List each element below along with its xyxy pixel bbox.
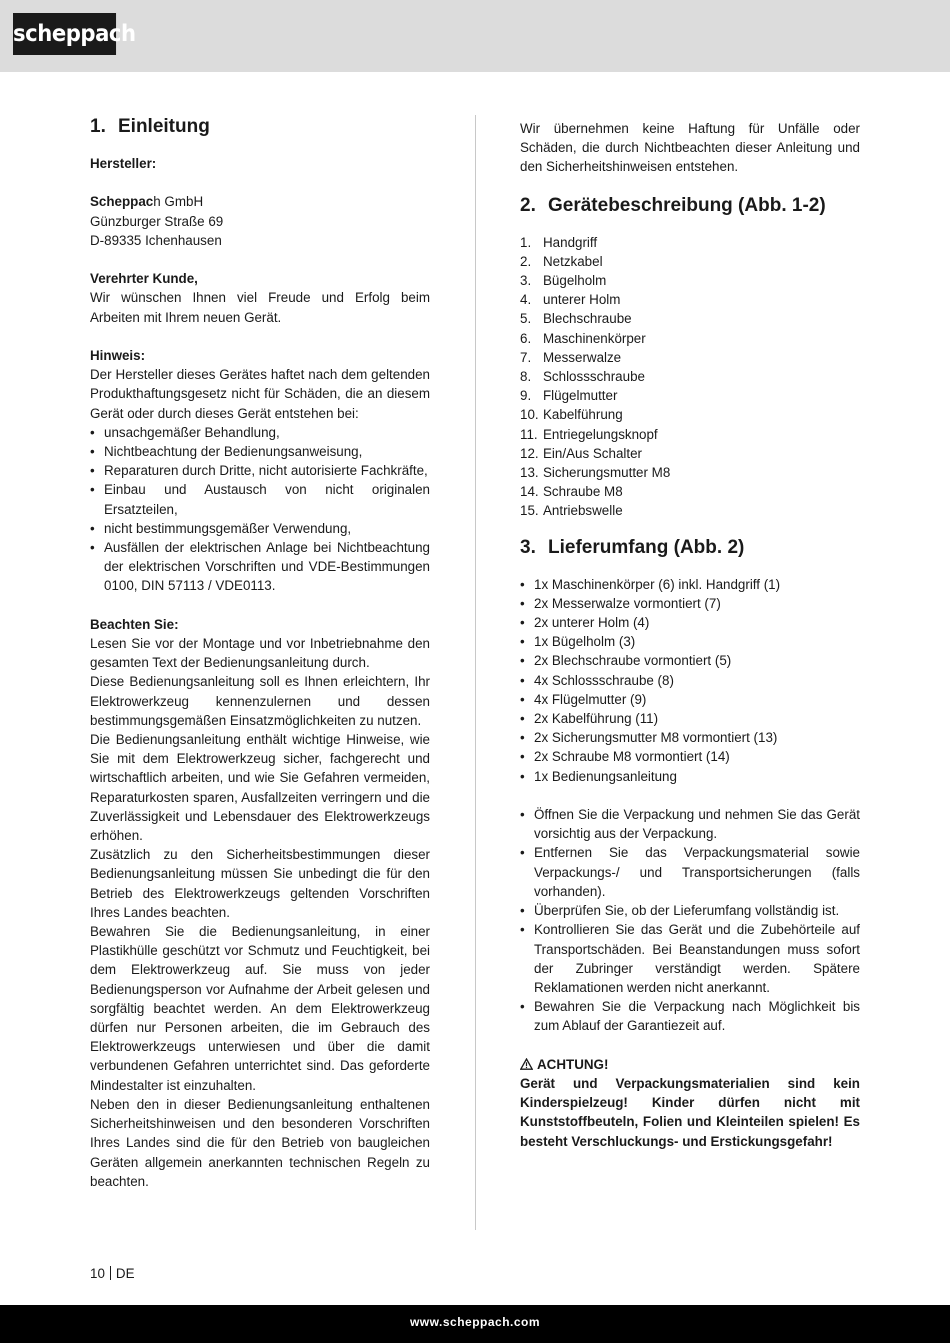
- greeting: Verehrter Kunde,: [90, 271, 198, 287]
- list-item: 11. Entriegelungsknopf: [520, 426, 658, 442]
- list-item: 13. Sicherungsmutter M8: [520, 465, 671, 481]
- warning-heading: ACHTUNG!: [520, 1055, 860, 1074]
- list-item: 5. Blechschraube: [520, 311, 632, 327]
- company-city: D-89335 Ichenhausen: [90, 232, 222, 248]
- company-street: Günzburger Straße 69: [90, 213, 224, 229]
- greeting-text: Wir wünschen Ihnen viel Freude und Erfolg beim Arbeiten mit Ihrem neuen Gerät.: [90, 290, 430, 325]
- hersteller-label: Hersteller:: [90, 156, 157, 171]
- warning-text: Gerät und Verpackungsmaterialien sind kein Kinderspielzeug! Kinder dürfen nicht mit Kunststoffbeuteln, Folien und Kleinteilen spielen! Es besteht Verschluckungs- und Erstickungsgefahr!: [520, 1075, 860, 1149]
- list-item: 1. Handgriff: [520, 234, 598, 250]
- list-item: • 4x Flügelmutter (9): [520, 690, 860, 709]
- list-item: • Öffnen Sie die Verpackung und nehmen Sie das Gerät vorsichtig aus der Verpackung.: [520, 805, 860, 843]
- beachten-label: Beachten Sie:: [90, 616, 179, 632]
- hinweis-text: Der Hersteller dieses Gerätes haftet nach dem geltenden Produkthaftungsgesetz nicht für Schäden, die an diesem Gerät oder durch dieses Gerät entstehen bei:: [90, 367, 430, 421]
- list-item: • unsachgemäßer Behandlung,: [90, 423, 430, 442]
- hinweis-label: Hinweis:: [90, 347, 146, 363]
- list-item: 9. Flügelmutter: [520, 388, 618, 404]
- list-item: 7. Messerwalze: [520, 349, 622, 365]
- scheppach-logo: scheppach: [13, 13, 116, 55]
- company-name: Scheppach GmbH: [90, 194, 204, 210]
- list-item: • 2x Blechschraube vormontiert (5): [520, 651, 860, 670]
- list-item: 15. Antriebswelle: [520, 503, 623, 519]
- beachten-paragraph: Die Bedienungsanleitung enthält wichtige Hinweise, wie Sie mit dem Elektrowerkzeug sicher, fachgerecht und wirtschaftlich arbeiten, und wie Sie Gefahren vermeiden, Reparaturkosten sparen, Ausfallzeiten verringern und die Zuverlässigkeit und Lebensdauer des Elektrowerkzeugs erhöhen.: [90, 732, 430, 844]
- list-item: 14. Schraube M8: [520, 484, 623, 500]
- list-item: • 2x Sicherungsmutter M8 vormontiert (13): [520, 728, 860, 747]
- list-item: • Bewahren Sie die Verpackung nach Möglichkeit bis zum Ablauf der Garantiezeit auf.: [520, 997, 860, 1035]
- section-2-heading: 2. Gerätebeschreibung (Abb. 1-2): [520, 194, 826, 216]
- list-item: 8. Schlossschraube: [520, 369, 645, 385]
- list-item: • Einbau und Austausch von nicht originalen Ersatzteilen,: [90, 480, 430, 518]
- page-header: [0, 0, 950, 72]
- right-column: [520, 119, 860, 1151]
- list-item: • 1x Bedienungsanleitung: [520, 767, 860, 786]
- list-item: • nicht bestimmungsgemäßer Verwendung,: [90, 519, 430, 538]
- list-item: • Reparaturen durch Dritte, nicht autorisierte Fachkräfte,: [90, 461, 430, 480]
- list-item: • Nichtbeachtung der Bedienungsanweisung,: [90, 442, 430, 461]
- beachten-paragraph: Diese Bedienungsanleitung soll es Ihnen erleichtern, Ihr Elektrowerkzeug kennenzulernen und dessen bestimmungsgemäßen Einsatzmöglichkeiten zu nutzen.: [90, 674, 430, 728]
- unpacking-steps-list: [520, 805, 860, 1035]
- list-item: • Überprüfen Sie, ob der Lieferumfang vollständig ist.: [520, 901, 860, 920]
- separator: [110, 1266, 111, 1280]
- list-item: 10. Kabelführung: [520, 407, 623, 423]
- list-item: • 2x Schraube M8 vormontiert (14): [520, 747, 860, 766]
- list-item: 3. Bügelholm: [520, 273, 607, 289]
- beachten-paragraph: Lesen Sie vor der Montage und vor Inbetriebnahme den gesamten Text der Bedienungsanleitung durch.: [90, 636, 430, 671]
- warning-triangle-icon: [520, 1055, 533, 1074]
- list-item: 6. Maschinenkörper: [520, 330, 646, 346]
- list-item: 2. Netzkabel: [520, 253, 603, 269]
- list-item: 12. Ein/Aus Schalter: [520, 445, 642, 461]
- list-item: • 2x Messerwalze vormontiert (7): [520, 594, 860, 613]
- left-column: [90, 115, 430, 1191]
- hinweis-list: [90, 423, 430, 596]
- column-divider: [475, 115, 476, 1230]
- parts-list: [520, 233, 860, 521]
- list-item: • 4x Schlossschraube (8): [520, 671, 860, 690]
- list-item: • Kontrollieren Sie das Gerät und die Zubehörteile auf Transportschäden. Bei Beanstandungen muss sofort der Zubringer verständigt werden. Spätere Reklamationen werden nicht anerkannt.: [520, 920, 860, 997]
- list-item: • Ausfällen der elektrischen Anlage bei Nichtbeachtung der elektrischen Vorschriften und VDE-Bestimmungen 0100, DIN 57113 / VDE0113.: [90, 538, 430, 596]
- page-number: 10 DE: [90, 1266, 135, 1281]
- list-item: • Entfernen Sie das Verpackungsmaterial sowie Verpackungs-/ und Transportsicherungen (falls vorhanden).: [520, 843, 860, 901]
- beachten-paragraph: Neben den in dieser Bedienungsanleitung enthaltenen Sicherheitshinweisen und den besonderen Vorschriften Ihres Landes sind die für den Betrieb von baugleichen Geräten allgemein anerkannten technischen Regeln zu beachten.: [90, 1096, 430, 1189]
- section-1-heading: 1. Einleitung: [90, 116, 210, 137]
- beachten-paragraph: Bewahren Sie die Bedienungsanleitung, in einer Plastikhülle geschützt vor Schmutz und Feuchtigkeit, bei dem Elektrowerkzeug auf. Sie muss von jeder Bedienungsperson vor Aufnahme der Arbeit gelesen und sorgfältig beachtet werden. An dem Elektrowerkzeug dürfen nur Personen arbeiten, die im Gebrauch des Elektrowerkzeugs unterwiesen und über die damit verbundenen Gefahren unterrichtet sind. Das geforderte Mindestalter ist einzuhalten.: [90, 924, 430, 1093]
- scope-of-delivery-list: [520, 575, 860, 786]
- liability-text: Wir übernehmen keine Haftung für Unfälle oder Schäden, die durch Nichtbeachten dieser Anleitung und den Sicherheitshinweisen entstehen.: [520, 121, 860, 175]
- list-item: • 1x Maschinenkörper (6) inkl. Handgriff (1): [520, 575, 860, 594]
- page-footer: [0, 1305, 950, 1343]
- section-3-heading: 3. Lieferumfang (Abb. 2): [520, 536, 745, 558]
- list-item: • 1x Bügelholm (3): [520, 632, 860, 651]
- list-item: • 2x Kabelführung (11): [520, 709, 860, 728]
- website-url: www.scheppach.com: [409, 1315, 541, 1329]
- list-item: • 2x unterer Holm (4): [520, 613, 860, 632]
- list-item: 4. unterer Holm: [520, 292, 621, 308]
- beachten-paragraph: Zusätzlich zu den Sicherheitsbestimmungen dieser Bedienungsanleitung müssen Sie unbedingt die für den Betrieb des Elektrowerkzeugs geltenden Vorschriften Ihres Landes beachten.: [90, 847, 430, 920]
